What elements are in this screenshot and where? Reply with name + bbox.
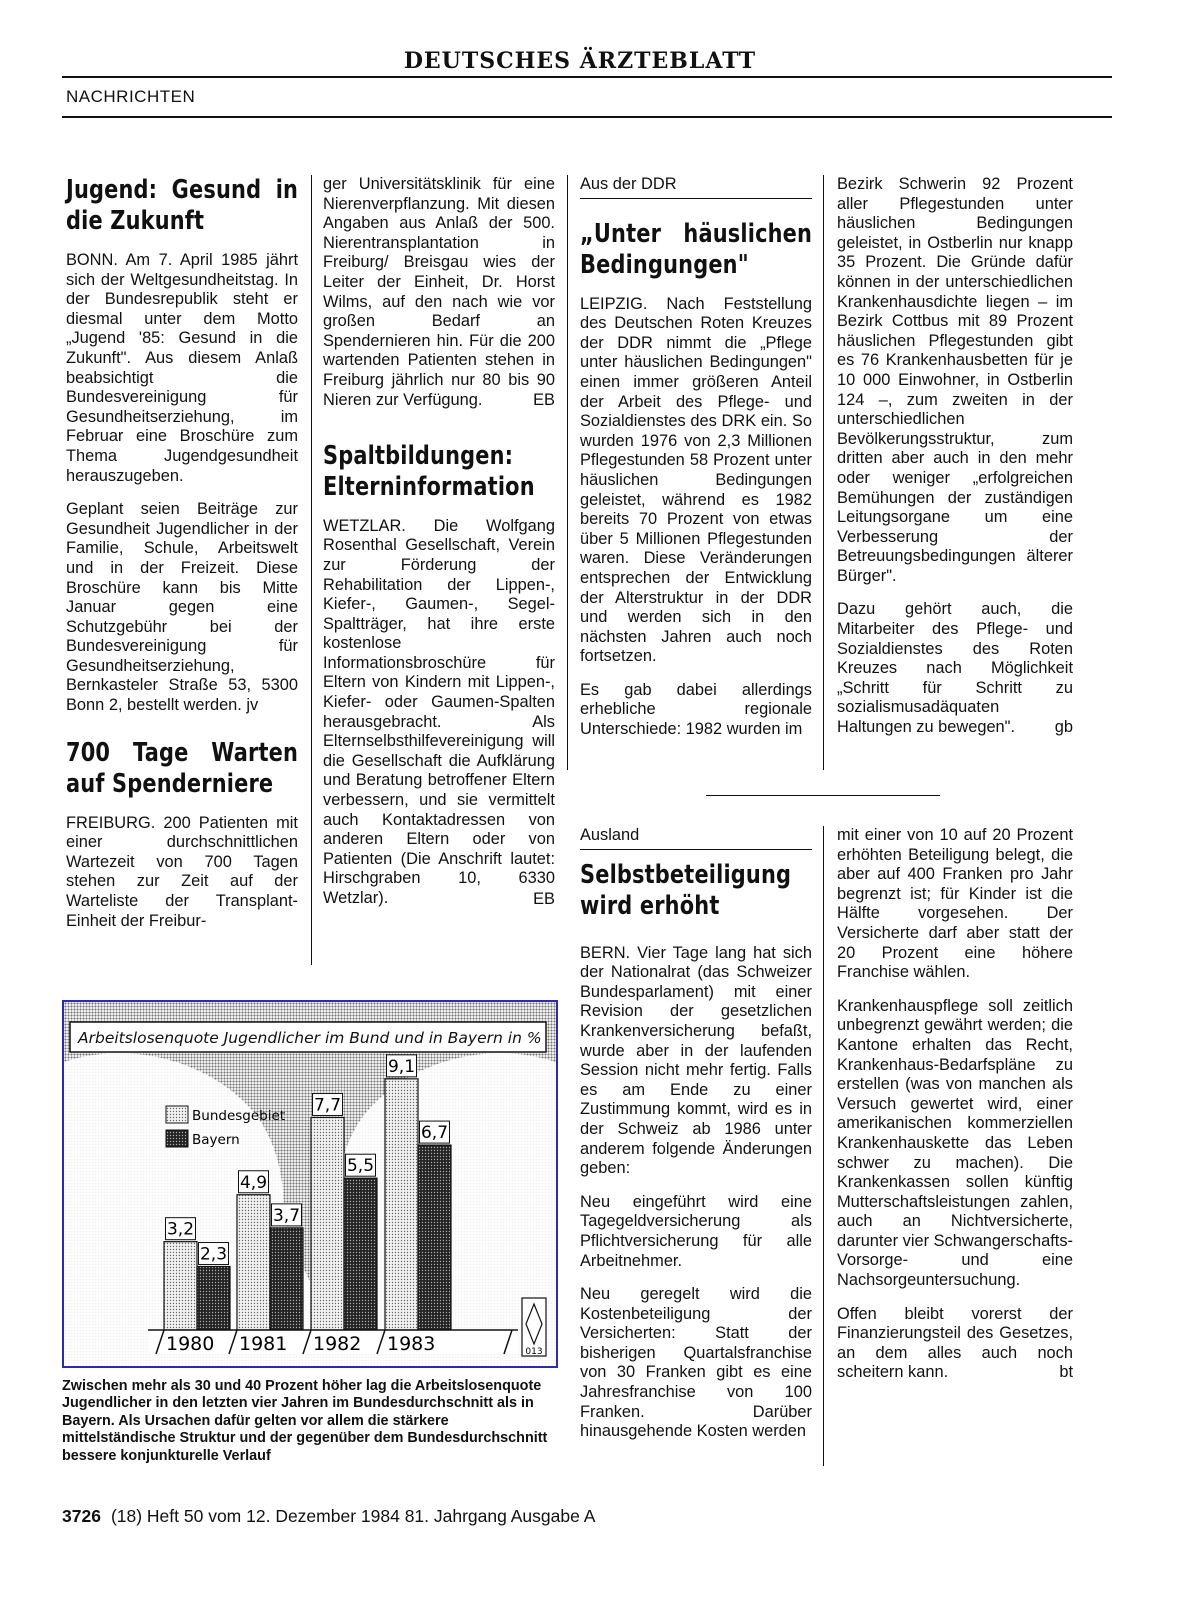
bar-bundesgebiet-1983: [385, 1079, 418, 1330]
article-text: ger Universitätsklinik für eine Nierenverpflanzung. Mit diesen Angaben aus Anlaß der 500. Nierentransplantation in Freiburg/ Breisgau wies der Leiter der Einheit, Dr. Horst Wilms, auf den nach wie vor großen Bedarf an Spendernieren hin. Für die 200 wartenden Patienten stehen in Freiburg jährlich nur 80 bis 90 Nieren zur Verfügung.: [323, 175, 555, 409]
chart-badge-text: 013: [525, 1347, 543, 1357]
head-silhouettes: [64, 1053, 556, 1366]
value-label: 5,5: [346, 1156, 375, 1177]
legend-label: Bayern: [192, 1132, 240, 1148]
section-rule: [62, 116, 1112, 118]
bar-bayern-1982: [344, 1178, 377, 1330]
column-1: [66, 175, 298, 931]
article-kicker-ausland: Ausland: [580, 826, 812, 850]
article-text: WETZLAR. Die Wolfgang Rosenthal Gesellschaft, Verein zur Förderung der Rehabilitation der Lippen-, Kiefer-, Gaumen-, Segel-Spaltträger, hat ihre erste kostenlose Informationsbroschüre für Eltern von Kindern mit Lippen-, Kiefer- oder Gaumen-Spalten herausgebracht. Als Elternselbsthilfevereinigung will die Gesellschaft die Aufklärung und Beratung betroffener Eltern verbessern, und sie vermittelt auch Kontaktadressen von anderen Eltern oder von Patienten (Die Anschrift lautet: Hirschgraben 10, 6330 Wetzlar).: [323, 516, 555, 907]
column-3-lower: [580, 826, 812, 1442]
bar-bundesgebiet-1980: [164, 1242, 197, 1330]
x-tick-label: 1981: [239, 1333, 288, 1355]
x-tick-label: 1980: [166, 1333, 215, 1355]
value-label: 6,7: [420, 1123, 449, 1144]
article-title-spenderniere: 700 Tage Warten auf Spenderniere: [66, 737, 299, 799]
value-label: 9,1: [387, 1056, 416, 1077]
section-label: NACHRICHTEN: [66, 87, 196, 106]
value-label: 3,7: [272, 1205, 301, 1226]
journal-title: DEUTSCHES ÄRZTEBLATT: [403, 48, 757, 74]
article-text: Neu eingeführt wird eine Tagegeldversicherung als Pflichtversicherung für alle Arbeitnehmer.: [580, 1192, 812, 1270]
x-tick-label: 1983: [387, 1333, 436, 1355]
article-text: LEIPZIG. Nach Feststellung des Deutschen Roten Kreuzes der DDR nimmt die „Pflege unter häuslichen Bedingungen" einen immer größeren Anteil der Arbeit des Pflege- und Sozialdienstes des DRK ein. So wurden 1976 von 2,3 Millionen Pflegestunden 58 Prozent unter häuslichen Bedingungen geleistet, während es 1982 bereits 70 Prozent von etwas über 5 Millionen Pflegestunden waren. Diese Veränderungen entsprechen der Entwicklung der Alterstruktur in der DDR und werden sich in den nächsten Jahren auch noch fortsetzen.: [580, 294, 812, 666]
bar-bayern-1981: [270, 1228, 303, 1330]
unemployment-chart: [62, 1000, 558, 1368]
column-divider: [567, 175, 568, 770]
page-number: 3726: [62, 1506, 101, 1526]
article-text: Geplant seien Beiträge zur Gesundheit Jugendlicher in der Familie, Schule, Arbeitswelt und in der Freizeit. Diese Broschüre kann bis Mitte Januar gegen eine Schutzgebühr bei der Bundesvereinigung für Gesundheitserziehung, Bernkasteler Straße 53, 5300 Bonn 2, bestellt werden. jv: [66, 500, 298, 715]
page-footer: [62, 1506, 595, 1527]
value-label: 4,9: [239, 1172, 268, 1193]
column-3-upper: [580, 175, 812, 740]
article-text: Dazu gehört auch, die Mitarbeiter des Pflege- und Sozialdienstes des Roten Kreuzes nach Möglichkeit „Schritt für Schritt zu sozialismusadäquaten Haltungen zu bewegen".: [837, 600, 1073, 737]
value-label: 2,3: [199, 1244, 228, 1265]
column-4-upper: [837, 175, 1073, 737]
bar-bundesgebiet-1981: [237, 1195, 270, 1330]
article-text: FREIBURG. 200 Patienten mit einer durchschnittlichen Wartezeit von 700 Tagen stehen zur Zeit auf der Warteliste der Transplant-Einheit der Freibur-: [66, 813, 298, 930]
bar-bayern-1983: [418, 1145, 451, 1330]
value-label: 3,2: [166, 1219, 195, 1240]
article-text: mit einer von 10 auf 20 Prozent erhöhten Beteiligung belegt, die aber auf 400 Franken pro Jahr begrenzt ist; für Kinder ist die Hälfte vorgesehen. Der Versicherte darf aber statt der 20 Prozent eine höhere Franchise wählen.: [837, 826, 1073, 982]
article-text: BONN. Am 7. April 1985 jährt sich der Weltgesundheitstag. In der Bundesrepublik steht er diesmal unter dem Motto „Jugend '85: Gesund in die Zukunft". Aus diesem Anlaß beabsichtigt die Bundesvereinigung für Gesundheitserziehung, im Februar eine Broschüre zum Thema Jugendgesundheit herauszugeben.: [66, 251, 298, 485]
article-title-spaltbildungen: Spaltbildungen: Elterninformation: [323, 440, 535, 502]
section-separator: [706, 795, 940, 796]
issue-info: (18) Heft 50 vom 12. Dezember 1984 81. Jahrgang Ausgabe A: [110, 1506, 596, 1526]
article-text: Neu geregelt wird die Kostenbeteiligung der Versicherten: Statt der bisherigen Quartalsfranchise von 30 Franken gibt es eine Jahresfranchise von 100 Franken. Darüber hinausgehende Kosten werden: [580, 1285, 812, 1441]
author-signature: gb: [1054, 717, 1073, 736]
bar-bayern-1980: [197, 1267, 230, 1330]
chart-canvas: [64, 1002, 556, 1366]
masthead-rule: [62, 76, 1112, 78]
column-divider: [311, 175, 312, 965]
chart-title: Arbeitslosenquote Jugendlicher im Bund und in Bayern in %: [78, 1029, 542, 1047]
article-text: Bezirk Schwerin 92 Prozent aller Pflegestunden unter häuslichen Bedingungen geleistet, in Ostberlin nur knapp 35 Prozent. Die Gründe dafür können in der unterschiedlichen Krankenhausdichte liegen – im Bezirk Cottbus mit 89 Prozent häuslichen Pflegestunden gibt es 76 Krankenhausbetten für je 10 000 Einwohner, in Ostberlin 124 –, zum zweiten in der unterschiedlichen Bevölkerungsstruktur, zum dritten aber auch in den mehr oder weniger „erfolgreichen Bemühungen der zuständigen Leitungsorgane um eine Verbesserung der Betreuungsbedingungen älterer Bürger".: [837, 175, 1073, 585]
article-text: Offen bleibt vorerst der Finanzierungsteil des Gesetzes, an dem alles auch noch scheitern kann.: [837, 1304, 1073, 1382]
article-title-haeuslich: „Unter häuslichen Bedingungen": [580, 218, 813, 280]
legend-swatch: [166, 1106, 188, 1123]
author-signature: EB: [533, 889, 555, 908]
article-text: BERN. Vier Tage lang hat sich der Nationalrat (das Schweizer Bundesparlament) mit einer Revision der gesetzlichen Krankenversicherung befaßt, wurde aber in der laufenden Session nicht mehr fertig. Falls es am Ende zu einer Zustimmung kommt, wird es in der Schweiz ab 1986 unter anderem folgende Änderungen geben:: [580, 943, 812, 1178]
value-label: 7,7: [313, 1095, 342, 1116]
column-divider: [823, 826, 824, 1466]
chart-caption: Zwischen mehr als 30 und 40 Prozent höher lag die Arbeitslosenquote Jugendlicher in den letzten vier Jahren im Bundesdurchschnitt als in Bayern. Als Ursachen dafür gelten vor allem die stärkere mittelständische Struktur und der gegenüber dem Bundesdurchschnitt bessere konjunkturelle Verlauf: [62, 1378, 548, 1464]
article-text: Es gab dabei allerdings erhebliche regionale Unterschiede: 1982 wurden im: [580, 680, 812, 739]
article-text: Krankenhauspflege soll zeitlich unbegrenzt gewährt werden; die Kantone erhalten das Recht, Krankenhaus-Bedarfspläne zu erstellen (was von manchen als Versuch gewertet wird, einer amerikanischen kommerziellen Krankenhauskette das Leben schwer zu machen). Die Krankenkassen sollen künftig Mutterschaftsleistungen zahlen, auch an Nichtversicherte, darunter vier Schwangerschafts-Vorsorge- und eine Nachsorgeuntersuchung.: [837, 996, 1073, 1290]
author-signature: EB: [533, 391, 555, 410]
chart-x-axis: [148, 1330, 518, 1355]
column-divider: [823, 175, 824, 770]
column-2: [323, 175, 555, 909]
x-tick-label: 1982: [313, 1333, 362, 1355]
bar-bundesgebiet-1982: [311, 1117, 344, 1330]
article-title-selbstbeteiligung: Selbstbeteiligung wird erhöht: [580, 859, 792, 921]
column-4-lower: [837, 826, 1073, 1383]
article-title-jugend: Jugend: Gesund in die Zukunft: [66, 175, 299, 236]
legend-label: Bundesgebiet: [192, 1108, 286, 1124]
author-signature: bt: [1059, 1363, 1073, 1382]
legend-swatch: [166, 1130, 188, 1147]
article-kicker-ddr: Aus der DDR: [580, 175, 812, 199]
chart-badge: [522, 1298, 546, 1357]
